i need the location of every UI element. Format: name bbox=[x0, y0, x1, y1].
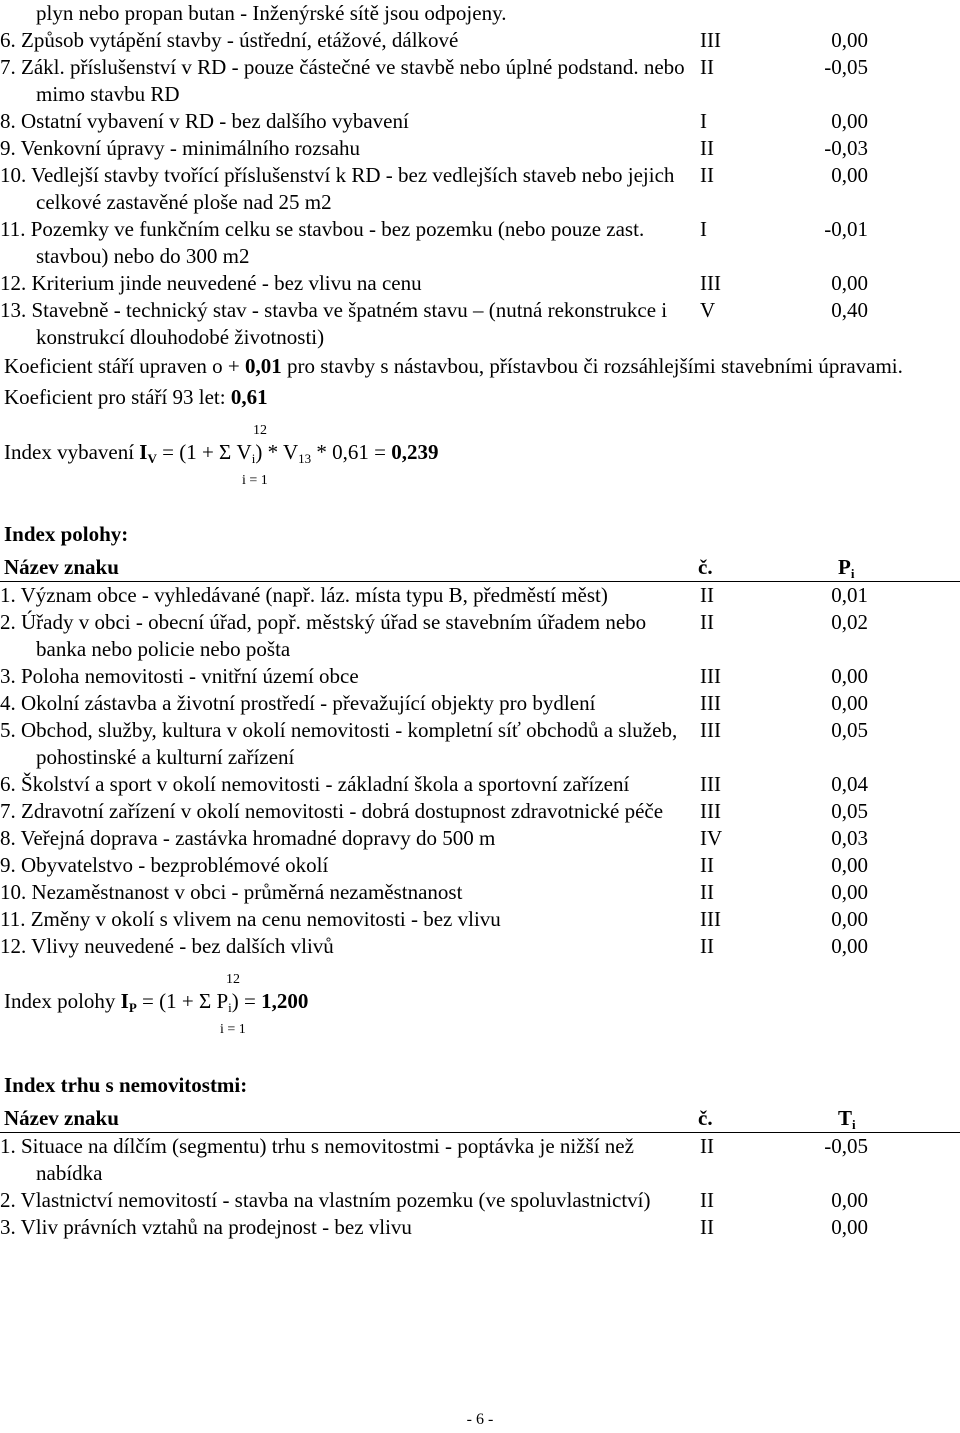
row-level: IV bbox=[700, 826, 723, 850]
formula-expr: = (1 + Σ V bbox=[156, 440, 252, 464]
list-item bbox=[0, 162, 960, 216]
trh-list bbox=[0, 1133, 960, 1241]
item-level: V bbox=[700, 298, 716, 322]
poloha-list bbox=[0, 582, 960, 960]
column-header-name: Název znaku bbox=[4, 555, 119, 579]
column-header-number: č. bbox=[698, 555, 713, 579]
list-item bbox=[0, 27, 960, 54]
item-text: 6. Způsob vytápění stavby - ústřední, etážové, dálkové bbox=[0, 28, 459, 52]
formula-label: Index polohy bbox=[4, 989, 121, 1013]
item-text: 9. Venkovní úpravy - minimálního rozsahu bbox=[0, 136, 361, 160]
section-title-poloha: Index polohy: bbox=[4, 522, 129, 546]
row-text: 4. Okolní zástavba a životní prostředí - převažující objekty pro bydlení bbox=[0, 691, 596, 715]
coef-note-text: Koeficient stáří upraven o + bbox=[4, 354, 246, 378]
item-text: 10. Vedlejší stavby tvořící příslušenství k RD - bez vedlejších staveb nebo jejich celkové zastavěné ploše nad 25 m2 bbox=[0, 163, 675, 214]
row-level: II bbox=[700, 880, 714, 904]
sum-upper-limit: 12 bbox=[226, 972, 240, 987]
age-coef-value: 0,61 bbox=[230, 385, 268, 409]
sum-upper-limit: 12 bbox=[253, 423, 267, 438]
item-value: 0,00 bbox=[831, 28, 868, 52]
age-coef-label: Koeficient pro stáří 93 let: bbox=[4, 385, 231, 409]
index-p-formula bbox=[0, 966, 960, 1036]
row-level: III bbox=[700, 718, 721, 742]
item-text: 8. Ostatní vybavení v RD - bez dalšího vybavení bbox=[0, 109, 409, 133]
formula-expr: ) * V bbox=[255, 440, 299, 464]
row-value: 0,04 bbox=[831, 772, 868, 796]
item-value: 0,00 bbox=[831, 109, 868, 133]
item-level: I bbox=[700, 217, 707, 241]
row-level: III bbox=[700, 907, 721, 931]
list-item bbox=[0, 135, 960, 162]
item-level: II bbox=[700, 55, 714, 79]
column-header-number: č. bbox=[698, 1106, 713, 1130]
item-text: 13. Stavebně - technický stav - stavba ve špatném stavu – (nutná rekonstrukce i konstrukcí dlouhodobé životnosti) bbox=[0, 298, 668, 349]
table-row bbox=[0, 609, 960, 663]
table-row bbox=[0, 798, 960, 825]
row-value: 0,00 bbox=[831, 907, 868, 931]
item-level: III bbox=[700, 28, 721, 52]
row-text: 5. Obchod, služby, kultura v okolí nemovitosti - kompletní síť obchodů a služeb, pohostinské a kulturní zařízení bbox=[0, 718, 678, 769]
item-text: 11. Pozemky ve funkčním celku se stavbou - bez pozemku (nebo pouze zast. stavbou) nebo do 300 m2 bbox=[0, 217, 645, 268]
list-item bbox=[0, 108, 960, 135]
formula-symbol: I bbox=[139, 440, 148, 464]
item-text: plyn nebo propan butan - Inženýrské sítě jsou odpojeny. bbox=[36, 1, 507, 25]
item-value: -0,03 bbox=[824, 136, 868, 160]
row-value: -0,05 bbox=[824, 1134, 868, 1158]
item-level: II bbox=[700, 136, 714, 160]
item-text: 12. Kriterium jinde neuvedené - bez vlivu na cenu bbox=[0, 271, 422, 295]
item-level: II bbox=[700, 163, 714, 187]
row-level: III bbox=[700, 664, 721, 688]
table-row bbox=[0, 1187, 960, 1214]
row-text: 11. Změny v okolí s vlivem na cenu nemovitosti - bez vlivu bbox=[0, 907, 501, 931]
table-row bbox=[0, 690, 960, 717]
list-item bbox=[0, 0, 960, 27]
list-item bbox=[0, 54, 960, 108]
column-header-t: $T_i$ bbox=[838, 1106, 856, 1132]
row-level: II bbox=[700, 1215, 714, 1239]
table-row bbox=[0, 852, 960, 879]
row-text: 1. Význam obce - vyhledávané (např. láz. místa typu B, předměstí měst) bbox=[0, 583, 608, 607]
item-text: 7. Zákl. příslušenství v RD - pouze částečné ve stavbě nebo úplné podstand. nebo mimo stavbu RD bbox=[0, 55, 685, 106]
formula-line bbox=[4, 988, 308, 1015]
index-v-formula bbox=[0, 417, 960, 487]
formula-label: Index vybavení bbox=[4, 440, 140, 464]
item-value: -0,01 bbox=[824, 217, 868, 241]
formula-sub: i bbox=[228, 1000, 232, 1015]
formula-symbol: I bbox=[120, 989, 129, 1013]
age-coefficient bbox=[0, 384, 960, 411]
item-value: -0,05 bbox=[824, 55, 868, 79]
top-items-list bbox=[0, 0, 960, 351]
sum-lower-limit: i = 1 bbox=[220, 1022, 246, 1037]
table-header bbox=[0, 554, 960, 582]
row-value: 0,01 bbox=[831, 583, 868, 607]
row-value: 0,05 bbox=[831, 718, 868, 742]
row-value: 0,00 bbox=[831, 853, 868, 877]
column-header-p: $P_i$ bbox=[838, 555, 855, 581]
row-text: 2. Vlastnictví nemovitostí - stavba na vlastním pozemku (ve spoluvlastnictví) bbox=[0, 1188, 651, 1212]
table-row bbox=[0, 1133, 960, 1187]
row-text: 3. Vliv právních vztahů na prodejnost - bez vlivu bbox=[0, 1215, 412, 1239]
row-text: 3. Poloha nemovitosti - vnitřní území obce bbox=[0, 664, 359, 688]
row-level: III bbox=[700, 691, 721, 715]
formula-expr: * 0,61 = bbox=[311, 440, 392, 464]
list-item bbox=[0, 297, 960, 351]
row-text: 1. Situace na dílčím (segmentu) trhu s nemovitostmi - poptávka je nižší než nabídka bbox=[0, 1134, 634, 1185]
row-level: III bbox=[700, 772, 721, 796]
table-row bbox=[0, 825, 960, 852]
row-level: II bbox=[700, 853, 714, 877]
coefficient-note bbox=[0, 353, 960, 380]
row-level: II bbox=[700, 1188, 714, 1212]
item-value: 0,00 bbox=[831, 163, 868, 187]
row-text: 8. Veřejná doprava - zastávka hromadné dopravy do 500 m bbox=[0, 826, 496, 850]
row-text: 6. Školství a sport v okolí nemovitosti - základní škola a sportovní zařízení bbox=[0, 772, 630, 796]
table-row bbox=[0, 906, 960, 933]
row-value: 0,00 bbox=[831, 1188, 868, 1212]
coef-note-text-rest: pro stavby s nástavbou, přístavbou či rozsáhlejšími stavebními úpravami. bbox=[281, 354, 903, 378]
row-value: 0,00 bbox=[831, 664, 868, 688]
row-value: 0,03 bbox=[831, 826, 868, 850]
formula-sub: i bbox=[251, 451, 256, 466]
item-level: I bbox=[700, 109, 707, 133]
row-value: 0,00 bbox=[831, 880, 868, 904]
row-text: 7. Zdravotní zařízení v okolí nemovitosti - dobrá dostupnost zdravotnické péče bbox=[0, 799, 664, 823]
row-level: III bbox=[700, 799, 721, 823]
row-text: 2. Úřady v obci - obecní úřad, popř. městský úřad se stavebním úřadem nebo banka nebo policie nebo pošta bbox=[0, 610, 647, 661]
row-value: 0,05 bbox=[831, 799, 868, 823]
table-header bbox=[0, 1105, 960, 1133]
row-value: 0,02 bbox=[831, 610, 868, 634]
formula-symbol-sub: P bbox=[128, 1000, 137, 1015]
row-text: 9. Obyvatelstvo - bezproblémové okolí bbox=[0, 853, 329, 877]
table-row bbox=[0, 1214, 960, 1241]
row-text: 12. Vlivy neuvedené - bez dalších vlivů bbox=[0, 934, 334, 958]
section-title-trh: Index trhu s nemovitostmi: bbox=[4, 1073, 248, 1097]
list-item bbox=[0, 270, 960, 297]
item-value: 0,40 bbox=[831, 298, 868, 322]
row-value: 0,00 bbox=[831, 1215, 868, 1239]
item-level: III bbox=[700, 271, 721, 295]
table-row bbox=[0, 933, 960, 960]
row-level: II bbox=[700, 583, 714, 607]
row-value: 0,00 bbox=[831, 934, 868, 958]
row-level: II bbox=[700, 1134, 714, 1158]
item-value: 0,00 bbox=[831, 271, 868, 295]
row-value: 0,00 bbox=[831, 691, 868, 715]
row-text: 10. Nezaměstnanost v obci - průměrná nezaměstnanost bbox=[0, 880, 463, 904]
table-row bbox=[0, 663, 960, 690]
table-row bbox=[0, 879, 960, 906]
formula-expr: ) = bbox=[231, 989, 262, 1013]
formula-result: 1,200 bbox=[261, 989, 309, 1013]
formula-symbol-sub: V bbox=[147, 451, 157, 466]
row-level: II bbox=[700, 610, 714, 634]
formula-result: 0,239 bbox=[391, 440, 439, 464]
table-row bbox=[0, 582, 960, 609]
page-number: - 6 - bbox=[466, 1411, 494, 1428]
formula-sub: 13 bbox=[298, 451, 312, 466]
sum-lower-limit: i = 1 bbox=[242, 473, 268, 488]
table-row bbox=[0, 771, 960, 798]
list-item bbox=[0, 216, 960, 270]
row-level: II bbox=[700, 934, 714, 958]
column-header-name: Název znaku bbox=[4, 1106, 119, 1130]
coef-note-value: 0,01 bbox=[245, 354, 282, 378]
formula-line bbox=[4, 439, 438, 466]
formula-expr: = (1 + Σ P bbox=[136, 989, 229, 1013]
table-row bbox=[0, 717, 960, 771]
